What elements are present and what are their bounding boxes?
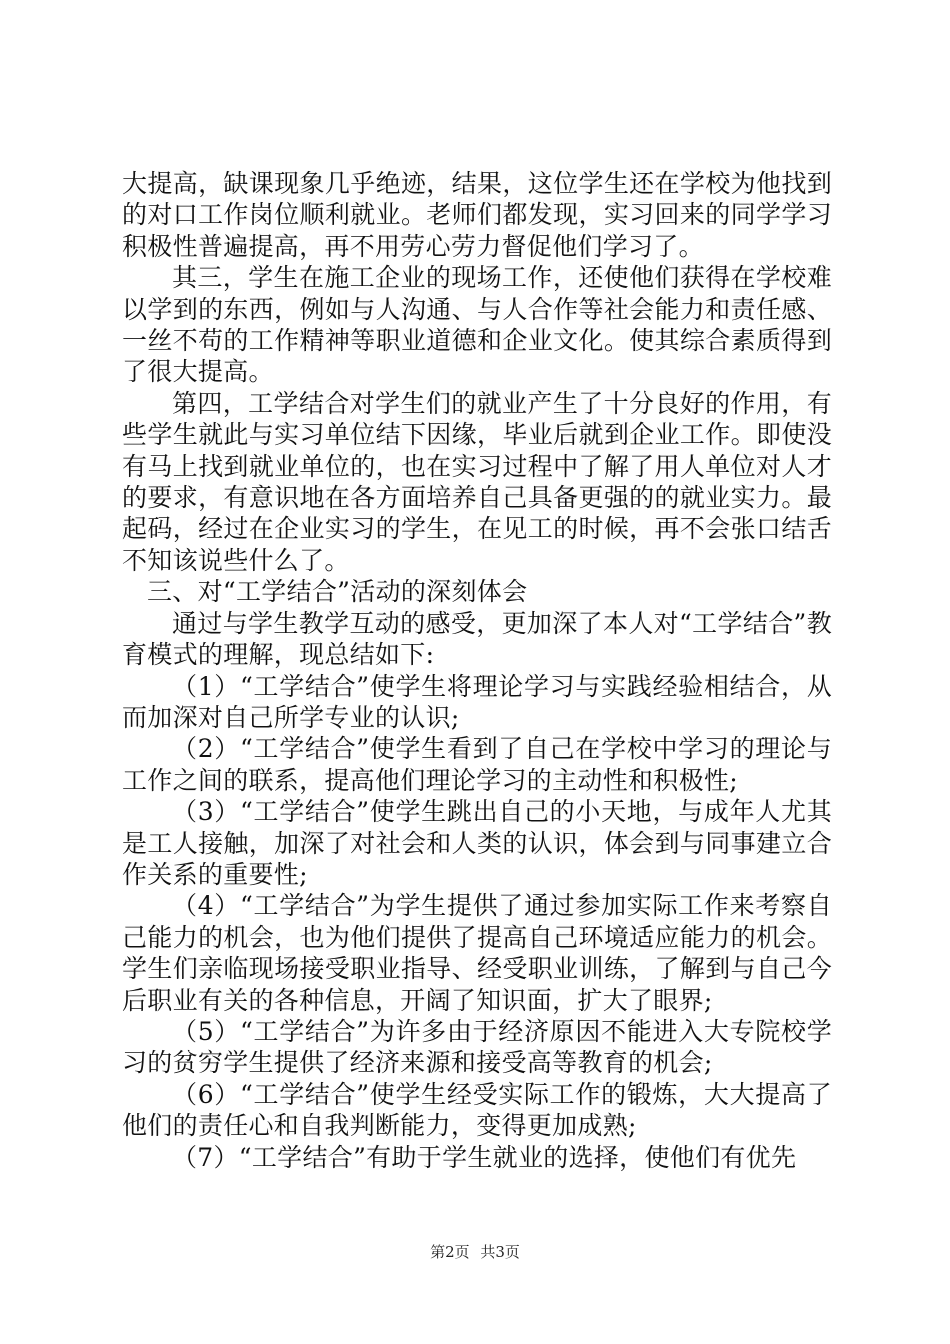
- page-total: 共3页: [480, 1243, 520, 1261]
- list-item-2: （2）“工学结合”使学生看到了自己在学校中学习的理论与工作之间的联系，提高他们理论学习的主动性和积极性;: [122, 734, 832, 795]
- page-footer: [0, 1241, 950, 1262]
- list-item-1: （1）“工学结合”使学生将理论学习与实践经验相结合，从而加深对自己所学专业的认识;: [122, 671, 832, 732]
- paragraph-intro: 通过与学生教学互动的感受，更加深了本人对“工学结合”教育模式的理解，现总结如下:: [122, 608, 832, 670]
- page-number: 第2页: [430, 1243, 470, 1261]
- list-item-5: （5）“工学结合”为许多由于经济原因不能进入大专院校学习的贫穷学生提供了经济来源和接受高等教育的机会;: [122, 1016, 832, 1078]
- list-item-4: （4）“工学结合”为学生提供了通过参加实际工作来考察自己能力的机会，也为他们提供了提高自己环境适应能力的机会。学生们亲临现场接受职业指导、经受职业训练，了解到与自己今后职业有关的各种信息，开阔了知识面，扩大了眼界;: [122, 891, 832, 1015]
- paragraph-point-three: 其三，学生在施工企业的现场工作，还使他们获得在学校难以学到的东西，例如与人沟通、与人合作等社会能力和责任感、一丝不苟的工作精神等职业道德和企业文化。使其综合素质得到了很大提高。: [122, 263, 832, 387]
- list-item-6: （6）“工学结合”使学生经受实际工作的锻炼，大大提高了他们的责任心和自我判断能力，变得更加成熟;: [122, 1079, 832, 1141]
- section-heading: 三、对“工学结合”活动的深刻体会: [147, 577, 528, 607]
- list-item-7: （7）“工学结合”有助于学生就业的选择，使他们有优先: [172, 1142, 797, 1172]
- list-item-3: （3）“工学结合”使学生跳出自己的小天地，与成年人尤其是工人接触，加深了对社会和人类的认识，体会到与同事建立合作关系的重要性;: [122, 797, 832, 889]
- paragraph-point-four: 第四，工学结合对学生们的就业产生了十分良好的作用，有些学生就此与实习单位结下因缘，毕业后就到企业工作。即使没有马上找到就业单位的，也在实习过程中了解了用人单位对人才的要求，有意识地在各方面培养自己具备更强的的就业实力。最起码，经过在企业实习的学生，在见工的时候，再不会张口结舌不知该说些什么了。: [122, 388, 832, 575]
- paragraph-continuation: 大提高，缺课现象几乎绝迹，结果，这位学生还在学校为他找到的对口工作岗位顺利就业。老师们都发现，实习回来的同学学习积极性普遍提高，再不用劳心劳力督促他们学习了。: [122, 169, 832, 261]
- document-body: [122, 168, 832, 1173]
